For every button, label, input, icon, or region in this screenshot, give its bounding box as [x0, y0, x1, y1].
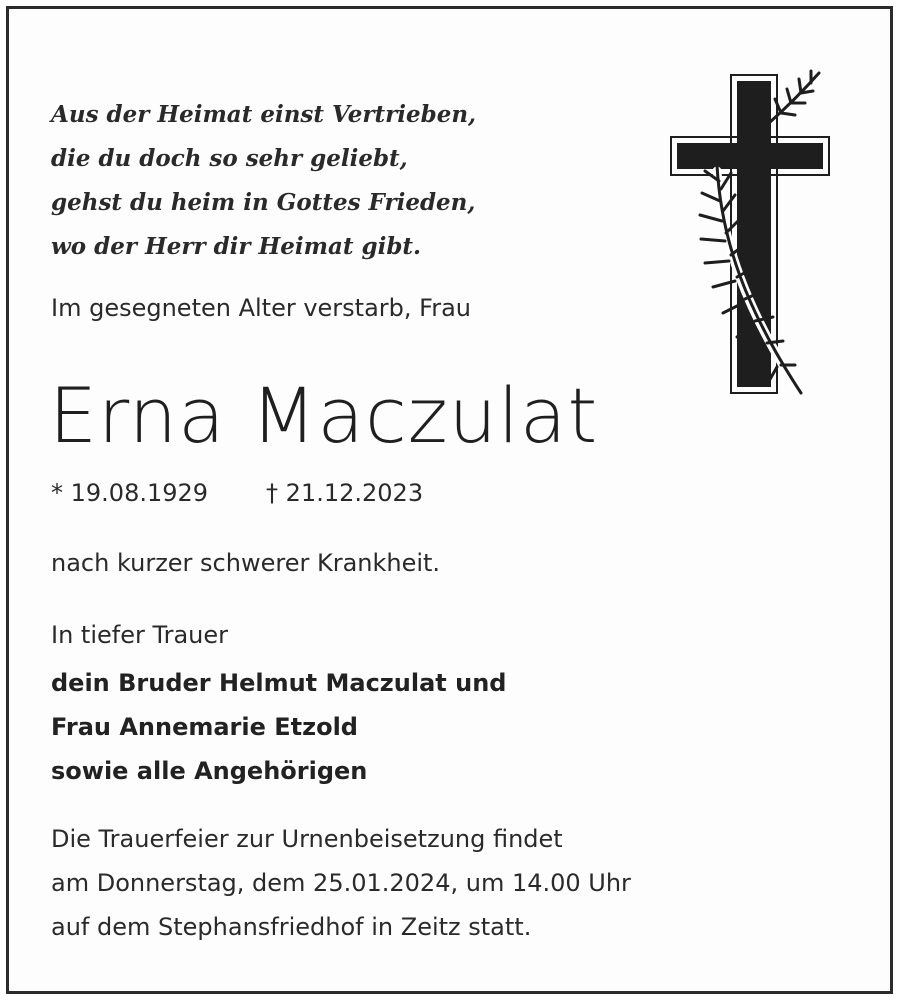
deceased-name: Erna Maczulat — [49, 371, 599, 460]
cross-with-palm-branch-icon — [669, 61, 839, 397]
mourner-line: sowie alle Angehörigen — [51, 757, 368, 785]
memorial-poem — [51, 93, 476, 269]
mourner-line: dein Bruder Helmut Maczulat und — [51, 669, 507, 697]
mourning-heading: In tiefer Trauer — [51, 621, 229, 649]
poem-line: wo der Herr dir Heimat gibt. — [51, 233, 422, 260]
cause-of-death: nach kurzer schwerer Krankheit. — [51, 549, 441, 577]
poem-line: Aus der Heimat einst Vertrieben, — [51, 101, 477, 128]
ceremony-details — [51, 817, 631, 949]
ceremony-line: Die Trauerfeier zur Urnenbeisetzung findet — [51, 825, 563, 853]
mourners-list — [51, 661, 506, 793]
poem-line: gehst du heim in Gottes Frieden, — [51, 189, 476, 216]
intro-text: Im gesegneten Alter verstarb, Frau — [51, 294, 471, 322]
birth-date: * 19.08.1929 — [51, 479, 209, 507]
ceremony-line: auf dem Stephansfriedhof in Zeitz statt. — [51, 913, 532, 941]
poem-line: die du doch so sehr geliebt, — [51, 145, 408, 172]
obituary-notice — [6, 6, 893, 994]
life-dates — [51, 479, 423, 507]
mourner-line: Frau Annemarie Etzold — [51, 713, 358, 741]
death-date: † 21.12.2023 — [266, 479, 424, 507]
ceremony-line: am Donnerstag, dem 25.01.2024, um 14.00 Uhr — [51, 869, 631, 897]
